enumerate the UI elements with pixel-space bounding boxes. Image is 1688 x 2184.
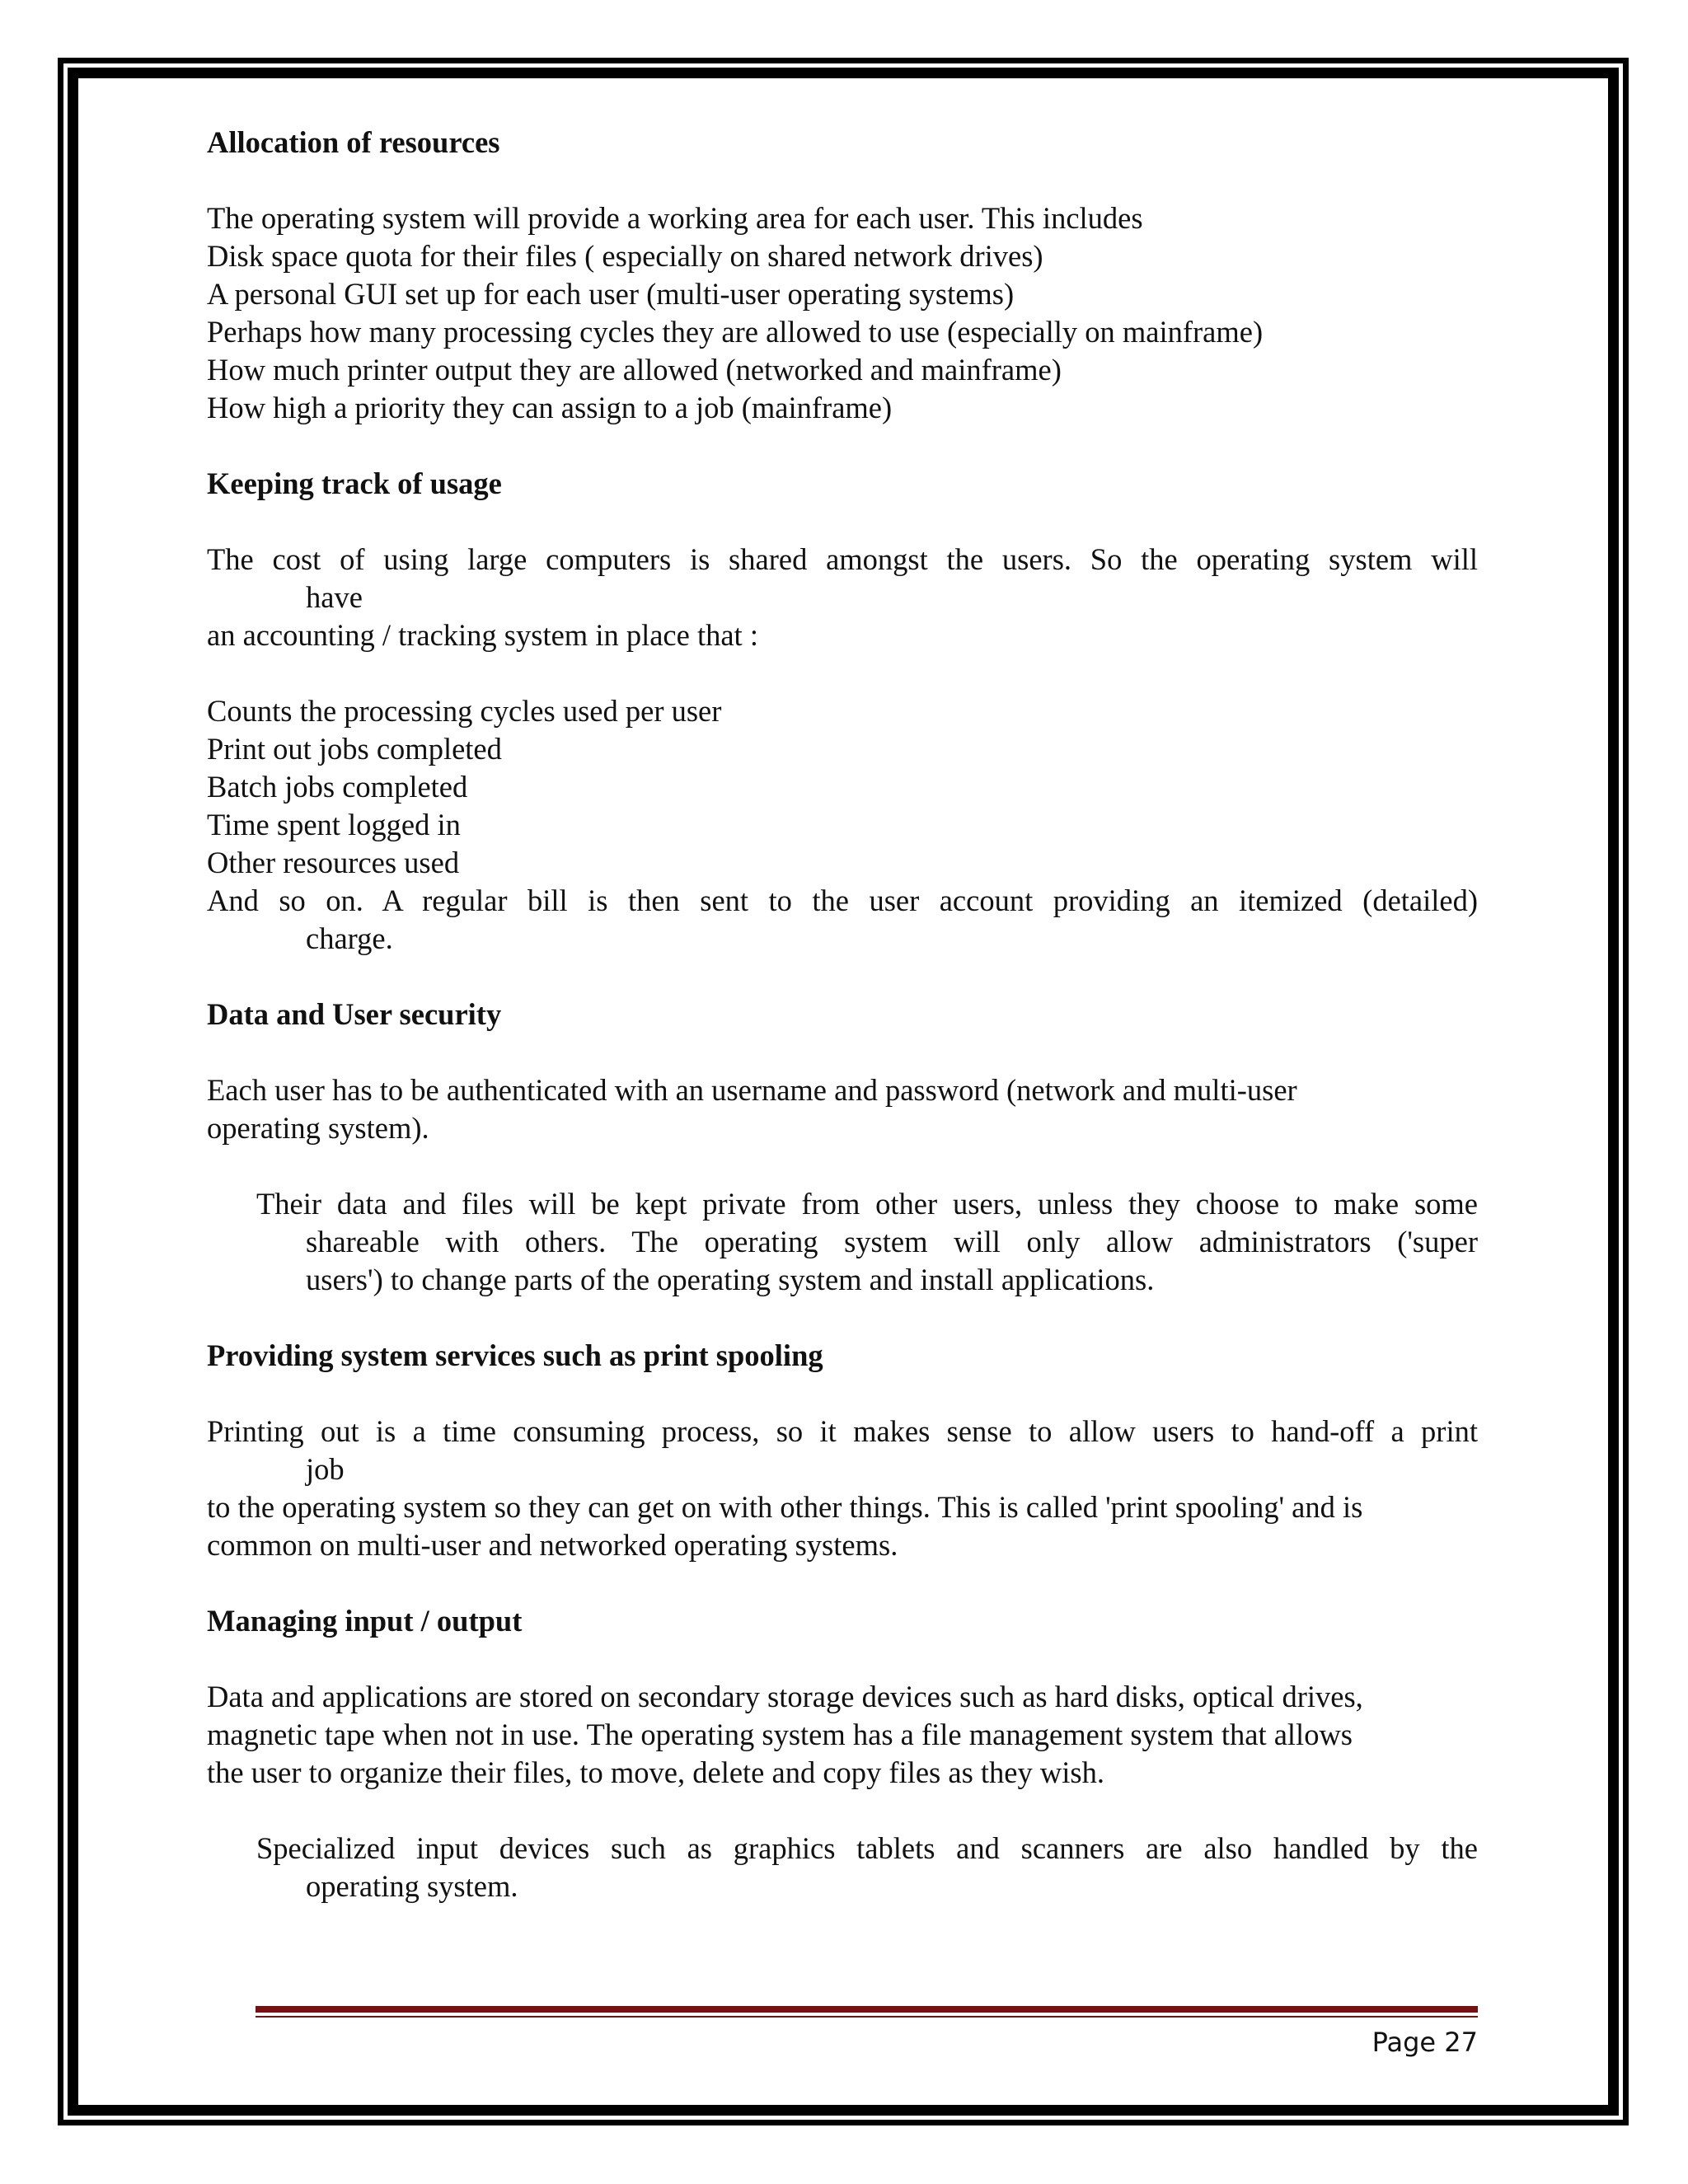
usage-list-item: Batch jobs completed	[207, 770, 468, 804]
io-indented-line: Specialized input devices such as graphics tablets and scanners are also handled by the	[256, 1831, 1478, 1865]
allocation-line: A personal GUI set up for each user (multi-user operating systems)	[207, 277, 1015, 311]
allocation-line: The operating system will provide a working area for each user. This includes	[207, 201, 1143, 235]
security-indented-paragraph	[207, 1185, 1478, 1299]
heading-allocation: Allocation of resources	[207, 125, 500, 159]
page-number: Page 27	[1372, 2027, 1478, 2058]
footer-rule-thin	[256, 2016, 1478, 2018]
usage-list-item: Counts the processing cycles used per user	[207, 694, 722, 728]
allocation-line: Perhaps how many processing cycles they are allowed to use (especially on mainframe)	[207, 315, 1264, 349]
spooling-paragraph-line: job	[306, 1452, 345, 1486]
spooling-paragraph-line: Printing out is a time consuming process, so it makes sense to allow users to hand-off a print	[207, 1414, 1478, 1448]
footer-rule	[256, 2006, 1478, 2013]
usage-list-item: Time spent logged in	[207, 808, 461, 841]
spooling-paragraph-line: common on multi-user and networked operating systems.	[207, 1528, 898, 1562]
heading-security: Data and User security	[207, 997, 502, 1031]
allocation-line: Disk space quota for their files ( especially on shared network drives)	[207, 239, 1043, 273]
usage-list-item: Other resources used	[207, 846, 460, 879]
io-indented-line: operating system.	[306, 1869, 518, 1903]
io-paragraph-line: the user to organize their files, to move, delete and copy files as they wish.	[207, 1755, 1104, 1789]
io-paragraph-line: magnetic tape when not in use. The operating system has a file management system that allows	[207, 1718, 1353, 1751]
security-paragraph-line: operating system).	[207, 1111, 429, 1145]
usage-list-item: Print out jobs completed	[207, 732, 502, 766]
heading-io: Managing input / output	[207, 1604, 523, 1638]
heading-usage: Keeping track of usage	[207, 466, 502, 500]
security-indented-line: Their data and files will be kept private from other users, unless they choose to make some	[256, 1187, 1478, 1221]
usage-bill-line: And so on. A regular bill is then sent to the user account providing an itemized (detailed)	[207, 883, 1478, 917]
usage-bill-line: charge.	[306, 921, 393, 955]
spooling-paragraph-line: to the operating system so they can get on with other things. This is called 'print spooling' and is	[207, 1490, 1363, 1524]
security-indented-line: shareable with others. The operating system will only allow administrators ('super	[306, 1225, 1478, 1258]
io-indented-paragraph	[207, 1830, 1478, 1905]
io-paragraph-line: Data and applications are stored on secondary storage devices such as hard disks, optical drives,	[207, 1680, 1363, 1713]
usage-paragraph-line: an accounting / tracking system in place that :	[207, 618, 758, 652]
allocation-line: How much printer output they are allowed (networked and mainframe)	[207, 353, 1062, 387]
allocation-line: How high a priority they can assign to a job (mainframe)	[207, 391, 893, 424]
security-paragraph-line: Each user has to be authenticated with an username and password (network and multi-user	[207, 1073, 1297, 1107]
document-body	[207, 124, 1478, 1905]
security-indented-line: users') to change parts of the operating system and install applications.	[306, 1263, 1155, 1296]
usage-paragraph-line: The cost of using large computers is shared amongst the users. So the operating system will	[207, 542, 1478, 576]
usage-paragraph-line: have	[306, 580, 363, 614]
heading-spooling: Providing system services such as print spooling	[207, 1338, 823, 1372]
